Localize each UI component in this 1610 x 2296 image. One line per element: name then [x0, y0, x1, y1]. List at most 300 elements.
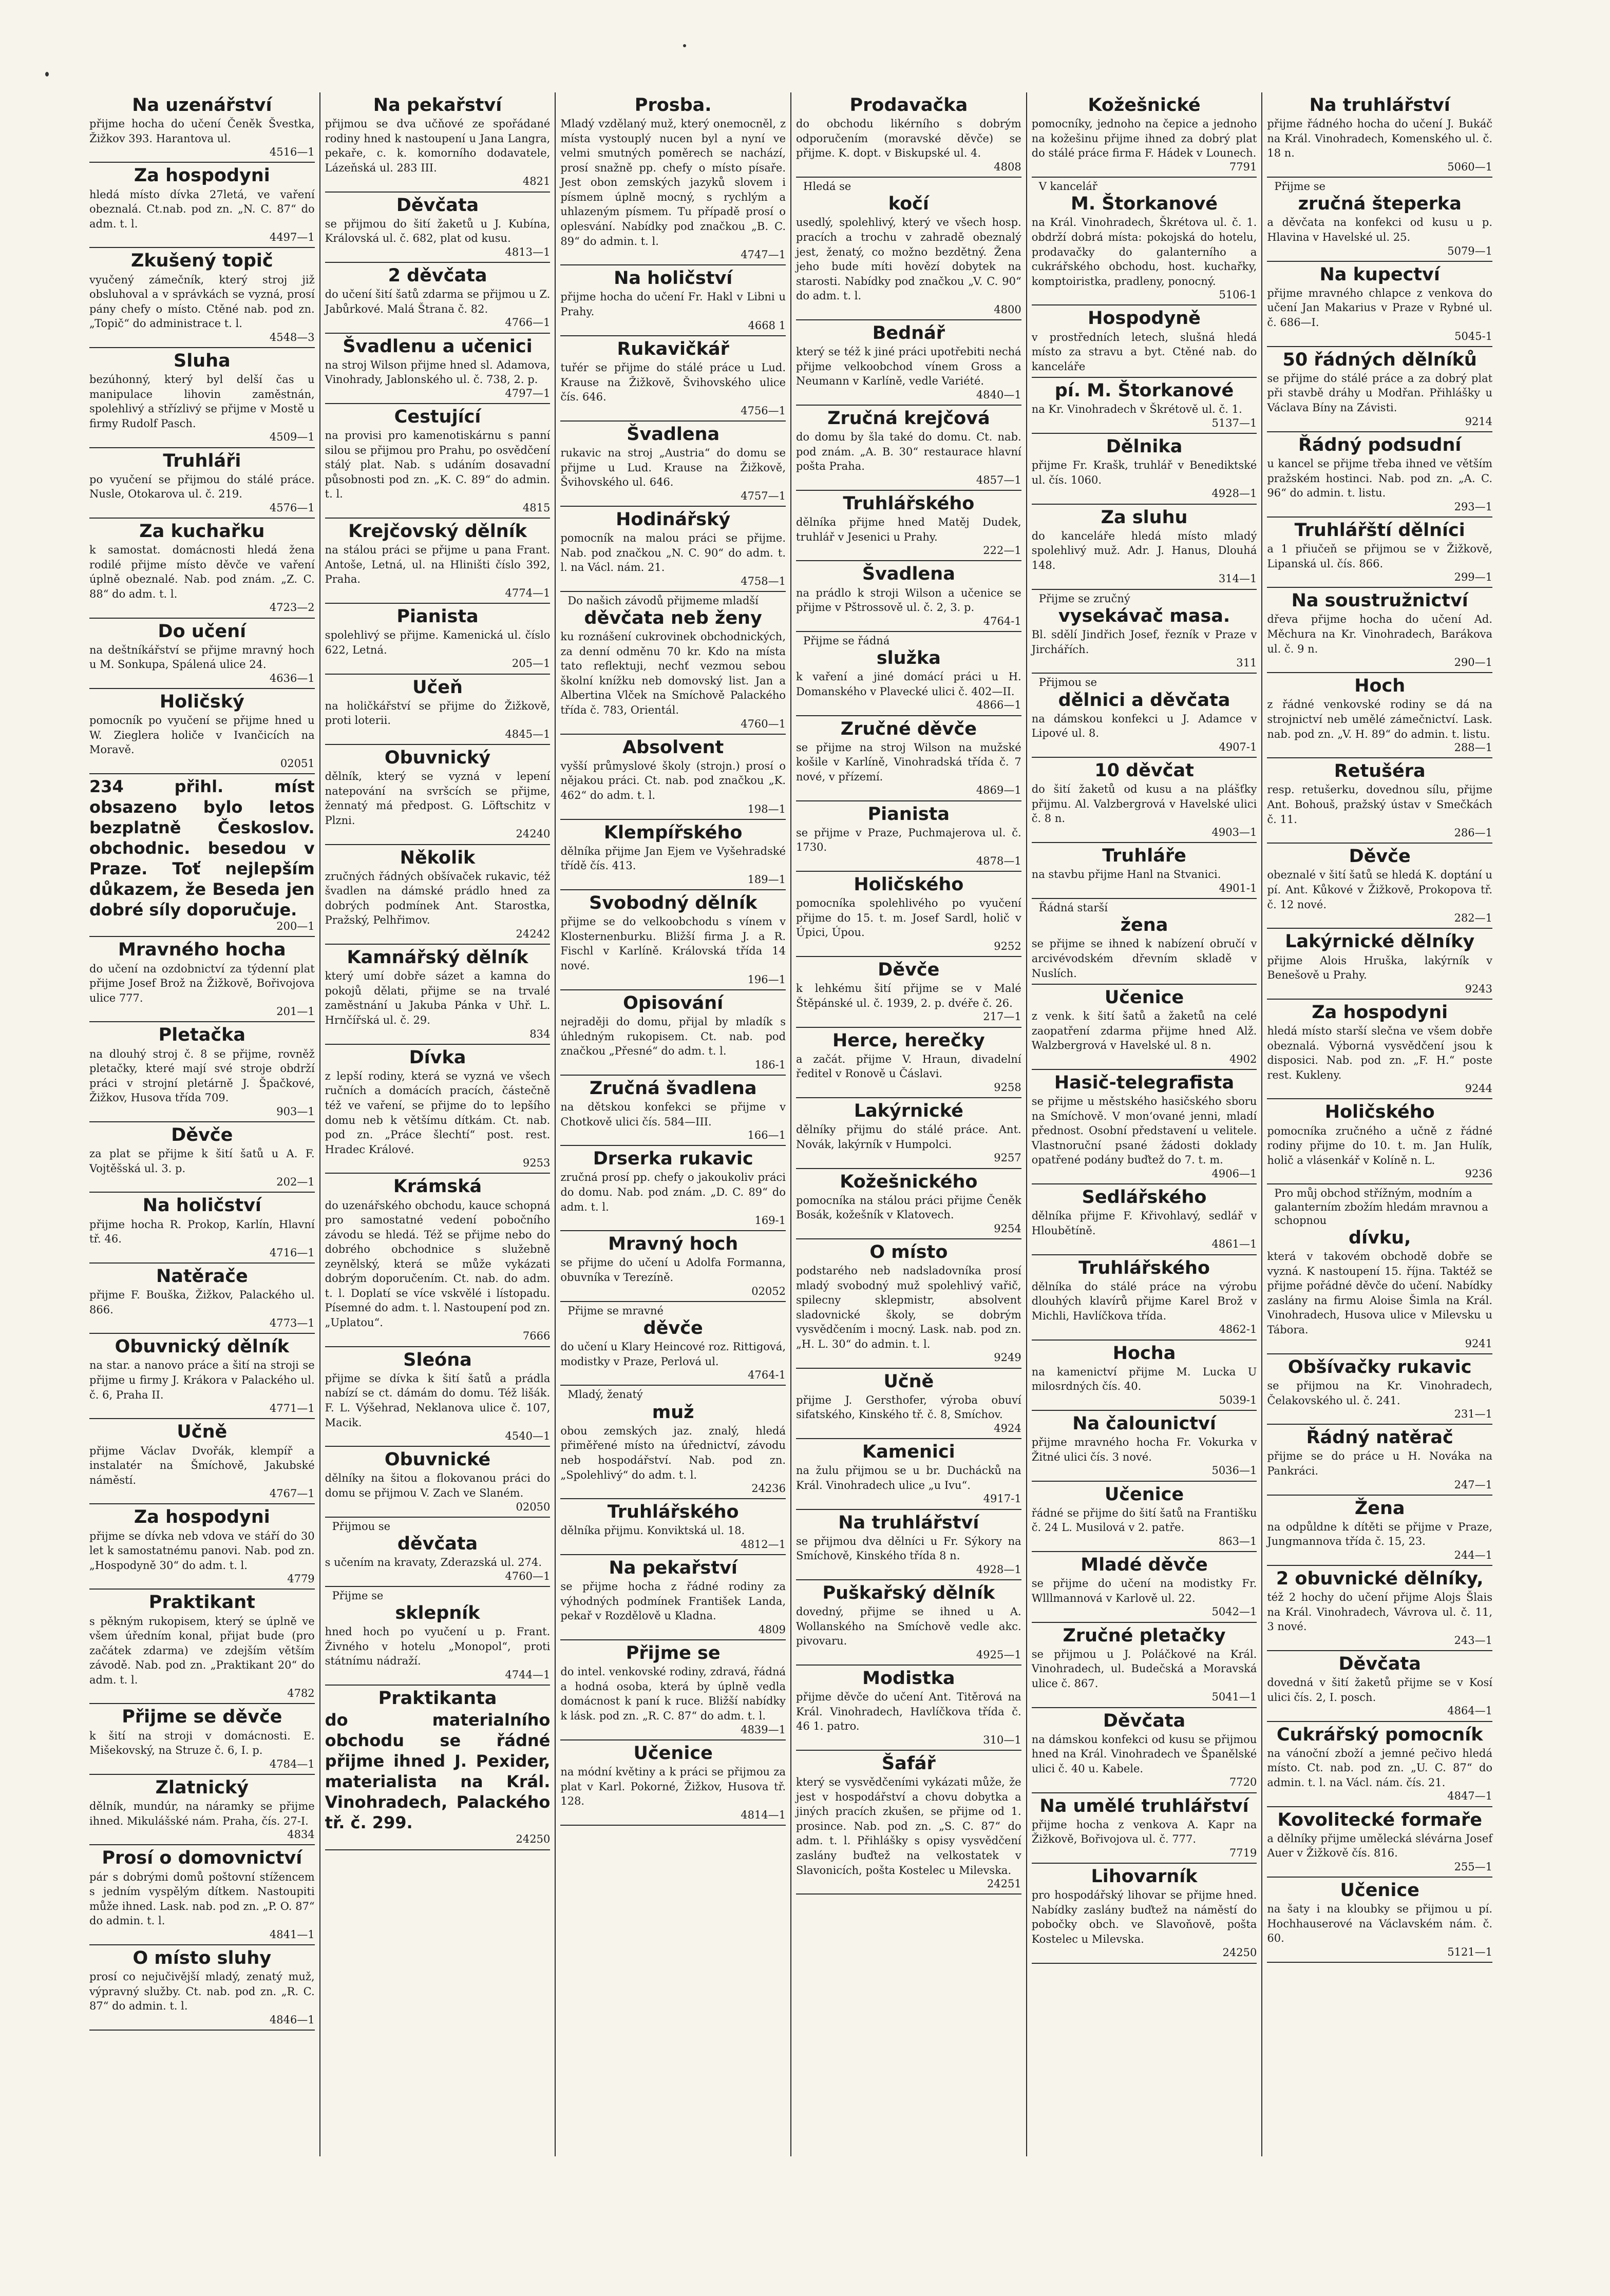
ad-code: 4668 1	[748, 319, 786, 332]
ad-heading: Zručná krejčová	[827, 408, 990, 429]
ad-heading: Mladé děvče	[1081, 1555, 1208, 1576]
ad-code: 4797—1	[505, 387, 551, 399]
classified-ad	[560, 92, 786, 265]
ad-code: 4869—1	[976, 784, 1021, 797]
ad-heading: Děvče	[171, 1124, 233, 1145]
ad-text: po vyučení se přijmou do stálé práce. Nusle, Otokarova ul. č. 219.	[89, 473, 315, 501]
ad-heading: Krámská	[393, 1176, 482, 1197]
ad-code: 24240	[516, 828, 551, 840]
ad-text: usedlý, spolehlivý, který ve všech hosp. pracích a trochu v zahradě obeznalý jest, ženatý, co možno bezdětný. Žena jeho bude míti hovězí dobytek na starosti. Nabídky pod značkou „V. C. 90“ do adm. t. l.	[796, 216, 1021, 302]
classified-ad	[89, 1590, 315, 1704]
scan-speck	[45, 72, 49, 76]
ad-code: 9243	[1465, 982, 1493, 995]
classified-ad	[560, 890, 786, 990]
ad-text: dělník, mundúr, na náramky se přijme ihned. Mikulášské nám. Praha, čís. 27-I.	[89, 1800, 315, 1827]
ad-heading: Truhlářského	[607, 1502, 739, 1523]
ad-code: 24236	[751, 1482, 786, 1495]
classified-ad	[1032, 505, 1257, 590]
ad-heading: Dívka	[409, 1047, 466, 1068]
ad-code: 4760—1	[505, 1570, 551, 1582]
ad-code: 24242	[516, 927, 551, 940]
classified-ad	[796, 1369, 1021, 1439]
ad-text: na žulu přijmou se u br. Duchácků na Král. Vinohradech ulice „u Ivu“.	[796, 1464, 1021, 1491]
classified-ad	[1032, 434, 1257, 504]
ad-heading: Praktikant	[148, 1592, 255, 1613]
classified-ad	[560, 265, 786, 336]
ad-text: přijme mravného chlapce z venkova do učení Jan Makarius v Praze v Rybné ul. č. 686—I.	[1267, 286, 1493, 329]
classified-ad	[325, 745, 551, 845]
ad-code: 166—1	[747, 1129, 786, 1142]
ad-code: 4917-1	[983, 1493, 1021, 1505]
ad-text: dovedný, přijme se ihned u A. Wollanského na Smíchově vedle akc. pivovaru.	[796, 1605, 1021, 1648]
classified-ad	[796, 1028, 1021, 1098]
ad-heading: Hasič-telegrafista	[1054, 1073, 1235, 1094]
ad-text: do kanceláře hledá místo mladý spolehlivý muž. Adr. J. Hanus, Dlouhá 148.	[1031, 529, 1257, 571]
ad-text: přijme hocha do učení Čeněk Švestka, Žižkov 393. Harantova ul.	[89, 118, 315, 145]
ad-code: 4757—1	[741, 489, 786, 502]
ad-code: 9249	[994, 1351, 1021, 1364]
ad-code: 231—1	[1454, 1408, 1493, 1421]
classified-ad	[796, 320, 1021, 406]
ad-heading: Truhlářští dělníci	[1294, 520, 1465, 541]
ad-code: 24250	[516, 1833, 551, 1846]
ad-text: ku roznášení cukrovinek obchodnických, za denní odměnu 70 kr. Kdo na místa tato reflektuji, nechť vezmou sebou školní knížku neb domovský list. Jan a Albertina Vlček na Smíchově Palackého třída č. 783, Orientál.	[560, 630, 786, 716]
newspaper-page	[85, 92, 1497, 2156]
ad-text: pro hospodářský lihovar se přijme hned. Nabídky zaslány buďtež na náměstí do pobočky obch. ve Slavoňově, pošta Kostelec u Milevska.	[1031, 1889, 1257, 1945]
ad-heading: Děvče	[1349, 846, 1411, 867]
classified-ad	[1032, 1411, 1257, 1481]
column-2	[320, 92, 556, 2156]
classified-ad	[325, 945, 551, 1045]
ad-code: 5039-1	[1219, 1393, 1257, 1406]
ad-code: 24250	[1222, 1946, 1257, 1959]
ad-code: 5041—1	[1211, 1691, 1257, 1704]
classified-ad	[1032, 178, 1257, 305]
ad-text: pomocníka zručného a učně z řádné rodiny přijme do 10. t. m. Jan Hulík, holič a vlásenkář v Kolíně n. L.	[1267, 1124, 1493, 1166]
ad-heading: Zlatnický	[155, 1777, 249, 1798]
ad-heading: Truhlářského	[1078, 1257, 1210, 1278]
ad-heading: Rukavičkář	[617, 338, 729, 359]
ad-code: 4815	[522, 501, 551, 514]
classified-ad	[325, 1518, 551, 1587]
classified-ad	[560, 1076, 786, 1146]
ad-text: vyšší průmyslové školy (strojn.) prosí o nějakou práci. Ct. nab. pod značkou „K. 462“ do adm. t. l.	[560, 759, 786, 801]
scan-speck	[683, 44, 686, 47]
ad-text: na dětskou konfekci se přijme v Chotkově ulici čís. 584—III.	[560, 1100, 786, 1128]
classified-ad	[796, 1239, 1021, 1369]
ad-heading: Pianista	[867, 803, 950, 825]
ad-heading: Šafář	[881, 1753, 936, 1774]
classified-ad	[796, 801, 1021, 872]
classified-ad	[89, 1775, 315, 1845]
ad-code: 247—1	[1454, 1478, 1493, 1491]
classified-ad	[1032, 1708, 1257, 1793]
ad-code: 4928—1	[976, 1563, 1021, 1576]
ad-code: 4814—1	[741, 1808, 786, 1821]
ad-heading: Zkušený topič	[131, 251, 273, 272]
column-1	[85, 92, 320, 2156]
ad-text: na módní květiny a k práci se přijmou za plat v Karl. Pokorné, Žižkov, Husova tř. 128.	[560, 1765, 786, 1808]
ad-text: do domu by šla také do domu. Ct. nab. pod znám. „A. B. 30“ restaurace hlavní pošta Praha.	[796, 431, 1021, 473]
ad-text: se přijmou do šití žaketů u J. Kubína, Královská ul. č. 682, plat od kusu.	[325, 217, 551, 245]
ad-text: prosí co nejučivější mladý, zenatý muž, výpravný služby. Ct. nab. pod zn. „R. C. 87“ do admin. t. l.	[89, 1970, 315, 2013]
classified-ad	[325, 1174, 551, 1347]
ad-text: hledá místo starší slečna ve všem dobře obeznalá. Výborná vysvědčení jsou k disposici. Nab. pod zn. „F. H.“ poste rest. Kukleny.	[1267, 1024, 1493, 1081]
ad-heading: Za sluhu	[1101, 507, 1188, 528]
classified-ad	[1032, 1552, 1257, 1622]
ad-code: 5036—1	[1211, 1464, 1257, 1477]
ad-code: 9214	[1465, 415, 1493, 428]
classified-ad	[325, 675, 551, 745]
classified-ad	[1267, 1651, 1492, 1721]
ad-heading: vysekávač masa.	[1058, 605, 1230, 626]
classified-ad	[89, 1022, 315, 1122]
ad-text: a děvčata na konfekci od kusu u p. Hlavina v Havelské ul. 25.	[1267, 216, 1493, 243]
ad-code: 4744—1	[505, 1668, 551, 1681]
classified-ad	[796, 561, 1021, 632]
ad-text: se přijmou na Kr. Vinohradech, Čelakovského ul. č. 241.	[1267, 1379, 1493, 1407]
classified-ad	[560, 1640, 786, 1740]
ad-code: 7791	[1229, 160, 1257, 173]
ad-text: na prádlo k stroji Wilson a učenice se přijme v Pštrossově ul. č. 2, 3. p.	[796, 586, 1021, 614]
ad-code: 201—1	[276, 1005, 315, 1018]
ad-heading: Učenice	[1104, 1484, 1184, 1505]
ad-heading: Zručné děvče	[840, 718, 977, 739]
ad-text: se přijme do učení u Adolfa Formanna, obuvníka v Terezíně.	[560, 1256, 786, 1284]
ad-heading: Učenice	[1340, 1880, 1419, 1901]
column-4	[791, 92, 1027, 2156]
ad-heading: Puškařský dělník	[822, 1583, 995, 1604]
ad-code: 4576—1	[269, 501, 315, 514]
ad-text: vyučený zámečník, který stroj již obsluhoval a v správkách se vyzná, prosí pány chefy o místo. Ctěné nab. pod zn. „Topič“ do administrace t. l.	[89, 273, 315, 330]
classified-ad	[89, 448, 315, 519]
ad-code: 4928—1	[1211, 487, 1257, 500]
ad-code: 9254	[994, 1222, 1021, 1235]
classified-ad	[560, 1146, 786, 1231]
ad-text: se přijmou dva dělníci u Fr. Sýkory na Smíchově, Kinského třída 8 n.	[796, 1535, 1021, 1562]
ad-heading: Na uzenářství	[132, 95, 272, 116]
ad-heading: Prosba.	[634, 95, 712, 116]
classified-ad	[796, 957, 1021, 1027]
ad-lead-in: Řádná starší	[1038, 901, 1108, 914]
ad-code: 4924	[994, 1422, 1021, 1434]
classified-ad	[325, 1686, 551, 1850]
ad-text: do šití žaketů od kusu a na plášťky přijmu. Al. Valzbergrová v Havelské ulici č. 8 n.	[1031, 783, 1257, 825]
ad-text: přijme Alois Hruška, lakýrník v Benešově u Prahy.	[1267, 954, 1493, 982]
ad-heading: Na truhlářství	[1309, 95, 1450, 116]
ad-code: 198—1	[747, 802, 786, 815]
ad-code: 286—1	[1454, 827, 1493, 839]
ad-code: 4747—1	[741, 248, 786, 261]
ad-code: 9252	[994, 940, 1021, 952]
classified-ad	[1267, 1425, 1492, 1495]
ad-heading: Učeň	[412, 677, 463, 698]
ad-text: na dámskou konfekci od kusu se přijmou hned na Král. Vinohradech ve Španělské ulici č. 40 u. Kabele.	[1031, 1733, 1257, 1775]
ad-code: 4636—1	[269, 672, 315, 684]
ad-text: pomocníky, jednoho na čepice a jednoho na kožešinu přijme ihned za dobrý plat do stálé práce firma F. Hádek v Lounech.	[1031, 118, 1257, 160]
ad-text: na holičkářství se přijme do Žižkově, proti loterii.	[325, 699, 551, 727]
ad-heading: Svobodný dělník	[589, 893, 757, 914]
classified-ad	[1267, 1722, 1492, 1807]
classified-ad	[89, 619, 315, 689]
ad-lead-in: Přijme se řádná	[803, 634, 890, 647]
ad-text: dělníka přijmu. Konviktská ul. 18.	[560, 1524, 745, 1537]
classified-ad	[325, 604, 551, 674]
ad-heading: Kamenici	[862, 1442, 955, 1463]
ad-code: 4864—1	[1447, 1705, 1493, 1717]
ad-code: 4847—1	[1447, 1790, 1493, 1803]
classified-ad	[325, 1045, 551, 1174]
ad-code: 9253	[522, 1157, 551, 1170]
ad-heading: Sluha	[174, 351, 231, 372]
ad-heading: Na holičství	[142, 1195, 261, 1216]
classified-ad	[560, 1231, 786, 1302]
ad-heading: děvčata	[397, 1533, 478, 1554]
ad-heading: Několik	[400, 847, 476, 868]
ad-code: 4841—1	[269, 1928, 315, 1941]
classified-ad	[796, 872, 1021, 957]
ad-heading: Kožešnického	[840, 1171, 978, 1192]
ad-code: 02052	[751, 1285, 786, 1297]
classified-ad	[796, 632, 1021, 716]
ad-text: na Král. Vinohradech, Škrétova ul. č. 1. obdrží dobrá místa: pokojská do hotelu, prodavačky do galanterního a cukrářského obchodu, host. kuchařky, komptoiristka, pradleny, ponocný.	[1031, 216, 1257, 288]
classified-ad	[89, 689, 315, 774]
classified-ad	[325, 1447, 551, 1517]
ad-heading: Klempířského	[603, 822, 743, 843]
ad-lead-in: Přijme se mravné	[567, 1304, 664, 1317]
ad-code: 4764-1	[983, 615, 1021, 627]
classified-ad	[1032, 1864, 1257, 1964]
ad-heading: Za kuchařku	[139, 521, 265, 542]
ad-heading: Přijme se	[626, 1643, 721, 1664]
ad-heading: Učenice	[1104, 987, 1184, 1008]
classified-ad	[325, 1587, 551, 1686]
ad-text: na dámskou konfekci u J. Adamce v Lipové ul. 8.	[1031, 712, 1257, 740]
ad-heading: Pianista	[396, 606, 479, 627]
ad-text: přijme se do velkoobchodu s vínem v Klosternenburku. Bližší firma J. a R. Fischl v Karlíně. Královská třída 14 nové.	[560, 915, 786, 972]
ad-text: se přijme u městského hasičského sboru na Smíchově. V mon‘ované jenni, mladí přednost. Osobní představení u velitele. Vlastnoruční psané žádosti doklady opatřené podány buďtež do 7. t. m.	[1031, 1095, 1257, 1166]
ad-code: 5045-1	[1454, 330, 1493, 342]
classified-ad	[1032, 1070, 1257, 1184]
ad-heading: dívku,	[1349, 1228, 1411, 1249]
ad-text: pomocník na malou práci se přijme. Nab. pod značkou „N. C. 90“ do adm. t. l. na Václ. nám. 21.	[560, 531, 786, 574]
ad-text: též 2 hochy do učení přijme Alojs Šlais na Král. Vinohradech, Vávrova ul. č. 11, 3 nové.	[1267, 1591, 1493, 1633]
ad-heading: Děvče	[878, 960, 940, 981]
ad-text: do uzenářského obchodu, kauce schopná pro samostatné vedení pobočního závodu se hledá. Též se přijme nebo do dobrého obchodnice s služebně zeynělský, která se může vykázati dobrým doporučením. Ct. nab. do adm. t. l. Doplatí se více vskvělé i lístopadu. Písemné do adm. t. l. Nastoupení pod zn. „Uplatou“.	[325, 1199, 551, 1329]
ad-text: se přijme do stálé práce a za dobrý plat při stavbě dráhy u Modřan. Přihlášky u Václava Bíny na Závisti.	[1267, 372, 1493, 414]
ad-code: 7719	[1229, 1846, 1257, 1859]
ad-heading: Cestující	[394, 406, 481, 427]
ad-heading: Zručná švadlena	[589, 1078, 757, 1099]
ad-text: zručná prosí pp. chefy o jakoukoliv práci do domu. Nab. pod znám. „D. C. 89“ do adm. t. l.	[560, 1171, 786, 1213]
classified-ad	[560, 1740, 786, 1826]
ad-heading: Do učení	[158, 621, 247, 642]
ad-text: přijme se dívka neb vdova ve stáří do 30 let k samostatnému panovi. Nab. pod zn. „Hospodyně 30“ do adm. t. l.	[89, 1529, 315, 1572]
ad-code: 288—1	[1454, 741, 1493, 754]
ad-code: 4771—1	[269, 1402, 315, 1415]
ad-heading: Sleóna	[403, 1349, 472, 1370]
ad-text: přijme Václav Dvořák, klempíř a instalatér na Šmíchově, Jakubské náměstí.	[89, 1444, 315, 1486]
classified-ad	[89, 348, 315, 448]
ad-text: který se vysvědčeními vykázati může, že jest v hospodářství a chovu dobytka a jiných pracích zkušen, se přijme od 1. prosince. Nab. pod zn. „S. C. 87“ do adm. t. l. Přihlášky s opisy vysvědčení zaslány buďtež na velkostatek v Slavonicích, pošta Kostelec u Milevska.	[796, 1776, 1021, 1877]
classified-ad	[1267, 844, 1492, 929]
ad-heading: žena	[1120, 915, 1168, 936]
classified-ad	[1267, 432, 1492, 518]
classified-ad	[560, 990, 786, 1076]
ad-text: k vaření a jiné domácí práci u H. Domanského v Plavecké ulici č. 402—II.	[796, 671, 1021, 698]
ad-heading: Herce, herečky	[832, 1030, 985, 1051]
ad-text: a začát. přijme V. Hraun, divadelní ředitel v Ronově u Čáslavi.	[796, 1053, 1021, 1080]
ad-code: 4866—1	[976, 699, 1021, 712]
ad-heading: Mravný hoch	[608, 1234, 738, 1255]
ad-heading: Holičského	[1324, 1102, 1435, 1123]
classified-ad	[1032, 758, 1257, 843]
classified-ad	[1032, 843, 1257, 899]
ad-heading: Krejčovský dělník	[348, 521, 527, 542]
classified-ad	[1267, 1496, 1492, 1566]
ad-heading: Lakýrnické dělníky	[1285, 931, 1475, 952]
ad-code: 4901-1	[1219, 882, 1257, 894]
ad-code: 4840—1	[976, 388, 1021, 401]
ad-code: 4779	[287, 1573, 315, 1585]
ad-text: do učení šití šatů zdarma se přijmou u Z. Jabůrkové. Malá Štrana č. 82.	[325, 288, 551, 315]
ad-heading: Řádný natěrač	[1306, 1427, 1453, 1448]
classified-ad	[1267, 1000, 1492, 1100]
ad-code: 169-1	[754, 1214, 786, 1227]
ad-code: 4862-1	[1219, 1323, 1257, 1336]
ad-code: 5060—1	[1447, 160, 1493, 173]
ad-code: 02050	[516, 1500, 551, 1513]
ad-text: resp. retušerku, dovednou sílu, přijme Ant. Bohouš, pražský ústav v Smečkách č. 11.	[1267, 783, 1493, 826]
ad-bold-text: 234 přihl. míst obsazeno bylo letos bezplatně Českoslov. obchodnic. besedou v Praze. Toť nejlepším důkazem, že Beseda jen dobré síly doporučuje.	[89, 777, 315, 920]
classified-ad	[560, 820, 786, 890]
ad-heading: Hoch	[1354, 676, 1406, 697]
ad-heading: Na čalounictví	[1072, 1413, 1216, 1434]
ad-heading: Přijme se děvče	[122, 1707, 282, 1728]
ad-code: 217—1	[983, 1010, 1021, 1023]
ad-code: 4813—1	[505, 245, 551, 258]
ad-text: z řádné venkovské rodiny se dá na strojnictví neb umělé zámečnictví. Lask. nab. pod zn. „V. H. 89“ do admin. t. listu.	[1267, 698, 1493, 740]
ad-code: 200—1	[276, 920, 315, 933]
ad-heading: Obuvnický	[384, 748, 491, 769]
ad-code: 4540—1	[505, 1430, 551, 1443]
column-3	[556, 92, 791, 2156]
ad-code: 4497—1	[269, 231, 315, 244]
classified-ad	[1032, 590, 1257, 674]
classified-ad	[89, 1122, 315, 1193]
ad-heading: Obuvnický dělník	[115, 1336, 290, 1357]
classified-ad	[1267, 92, 1492, 178]
ad-code: 4846—1	[269, 2013, 315, 2026]
ad-text: přijmou se dva učňové ze spořádané rodiny hned k nastoupení u Jana Langra, pekaře, c. k. komorního dodavatele, Lázeňská ul. 283 III.	[325, 118, 551, 174]
ad-text: tuřér se přijme do stálé práce u Lud. Krause na Žižkově, Švihovského ulice čís. 646.	[560, 361, 786, 404]
classified-ad	[325, 1347, 551, 1447]
ad-text: s učením na kravaty, Zderazská ul. 274.	[325, 1556, 542, 1569]
classified-ad	[560, 1499, 786, 1555]
ad-text: přijme hocha do učení Fr. Hakl v Libni u Prahy.	[560, 291, 786, 318]
ad-text: v prostředních letech, slušná hledá místo za stravu a byt. Ctěné nab. do kanceláře	[1031, 331, 1257, 373]
ad-code: 24251	[987, 1878, 1021, 1890]
ad-text: dělníka do stálé práce na výrobu dlouhých klavírů přijme Karel Brož v Michli, Havlíčkova třída.	[1031, 1280, 1257, 1322]
ad-text: dělníka přijme hned Matěj Dudek, truhlář v Jesenici u Prahy.	[796, 516, 1021, 543]
ad-code: 314—1	[1218, 572, 1257, 585]
ad-heading: Na holičství	[614, 268, 733, 289]
ad-text: z venk. k šití šatů a žaketů na celé zaopatření zdarma přijme hned Alž. Walzbergrová v Havelské ul. 8 n.	[1031, 1010, 1257, 1052]
classified-ad	[325, 193, 551, 263]
ad-heading: Truhlářského	[843, 493, 975, 514]
ad-text: Mladý vzdělaný muž, který onemocněl, z místa vystouplý nucen byl a nyní ve velmi smutných poměrech se nachází, prosí snažně pp. chefy o místo písaře. Jest obon zemských jazyků slovem i písmem úplně mocný, s rychlým a uhlazeným písmem. Tu případě prosí o oplesvání. Nabídky pod značkou „B. C. 89“ do admin. t. l.	[560, 118, 786, 247]
ad-code: 4902	[1229, 1053, 1257, 1065]
ad-code: 9257	[994, 1152, 1021, 1164]
ad-text: na stálou práci se přijme u pana Frant. Antoše, Letná, ul. na Hliništi číslo 392, Praha.	[325, 544, 551, 586]
ad-text: hned hoch po vyučení u p. Frant. Živného v hotelu „Monopol“, proti státnímu nádraží.	[325, 1625, 551, 1668]
ad-text: dělníka přijme Jan Ejem ve Vyšehradské třídě čís. 413.	[560, 845, 786, 872]
ad-text: a dělníky přijme umělecká slévárna Josef Auer v Žižkově čís. 816.	[1267, 1832, 1493, 1860]
ad-heading: Lakýrnické	[854, 1101, 963, 1122]
ad-lead-in: Přijmou se	[1038, 676, 1097, 689]
ad-code: 4723—2	[269, 601, 315, 614]
classified-ad	[1267, 347, 1492, 432]
ad-heading: pí. M. Štorkanové	[1054, 380, 1234, 401]
ad-heading: Švadlena	[627, 424, 720, 445]
ad-heading: Za hospodyni	[1312, 1002, 1448, 1023]
ad-code: 4903—1	[1211, 826, 1257, 838]
classified-ad	[1267, 178, 1492, 262]
ad-heading: Obuvnické	[384, 1449, 491, 1470]
ad-text: se přijme v Praze, Puchmajerova ul. č. 1730.	[796, 826, 1021, 854]
ad-text: podstarého neb nadsladovníka prosí mladý svobodný muž spolehlivý vařič, spilecny sklepmistr, absolvent sladovnické školy, se dobrým vysvědčením i mocný. Lask. nab. pod zn. „H. L. 30“ do admin. t. l.	[796, 1265, 1021, 1350]
ad-code: 290—1	[1454, 656, 1493, 669]
classified-ad	[1032, 899, 1257, 985]
classified-ad	[89, 1419, 315, 1504]
classified-ad	[796, 491, 1021, 561]
ad-text: se přijmou u J. Poláčkové na Král. Vinohradech, ul. Budečská a Moravská ulice č. 867.	[1031, 1648, 1257, 1690]
classified-ad	[89, 92, 315, 163]
classified-ad	[1032, 92, 1257, 178]
classified-ad	[560, 1302, 786, 1386]
ad-code: 4758—1	[741, 575, 786, 587]
classified-ad	[1032, 305, 1257, 378]
ad-heading: Dělnika	[1106, 436, 1183, 457]
ad-heading: Zručné pletačky	[1063, 1625, 1226, 1646]
ad-code: 4809	[758, 1623, 786, 1636]
ad-text: do obchodu likérního s dobrým odporučením (moravské děvče) se přijme. K. dopt. v Biskupské ul. 4.	[796, 118, 1021, 160]
ad-code: 4774—1	[505, 586, 551, 599]
classified-ad	[89, 774, 315, 937]
ad-heading: Na soustružnictví	[1291, 590, 1468, 611]
ad-text: z lepší rodiny, která se vyzná ve všech ručních a domácích pracích, částečně též ve vaření, se přijme do to lepšího domu neb k většímu dítkám. Ct. nab. pod zn. „Práce šlechtí“ post. rest. Hradec Králové.	[325, 1069, 551, 1156]
ad-text: přijme se dívka k šití šatů a prádla nabízí se ct. dámám do domu. Též lišák. F. L. Výšehrad, Neklanova ulice č. 107, Macik.	[325, 1372, 551, 1429]
classified-ad	[796, 92, 1021, 178]
classified-ad	[89, 1193, 315, 1263]
ad-code: 4800	[994, 303, 1021, 316]
ad-heading: Učně	[177, 1422, 228, 1443]
classified-ad	[89, 1504, 315, 1590]
classified-ad	[89, 937, 315, 1022]
ad-text: nejraději do domu, přijal by mladík s úhledným rukopisem. Ct. nab. pod značkou „Přesné“ do adm. t. l.	[560, 1015, 786, 1058]
classified-ad	[1032, 1184, 1257, 1255]
ad-heading: děvče	[643, 1317, 703, 1338]
ad-text: se přijme hocha z řádné rodiny za výhodných podmínek František Landa, pekař v Rozdělově u Kladna.	[560, 1580, 786, 1622]
ad-lead-in: Hledá se	[803, 180, 851, 193]
ad-text: na šaty i na kloubky se přijmou u pí. Hochhauserové na Václavském nám. č. 60.	[1267, 1903, 1493, 1945]
ad-heading: M. Štorkanové	[1071, 194, 1218, 215]
ad-lead-in: Přijme se	[1274, 180, 1325, 193]
ad-text: na odpůldne k dítěti se přijme v Praze, Jungmannova třída č. 15, 23.	[1267, 1520, 1493, 1548]
ad-code: 5137—1	[1211, 416, 1257, 429]
ad-text: dovedná v šití žaketů přijme se v Kosí ulici čís. 2, I. posch.	[1267, 1676, 1493, 1704]
ad-code: 4760—1	[741, 717, 786, 730]
